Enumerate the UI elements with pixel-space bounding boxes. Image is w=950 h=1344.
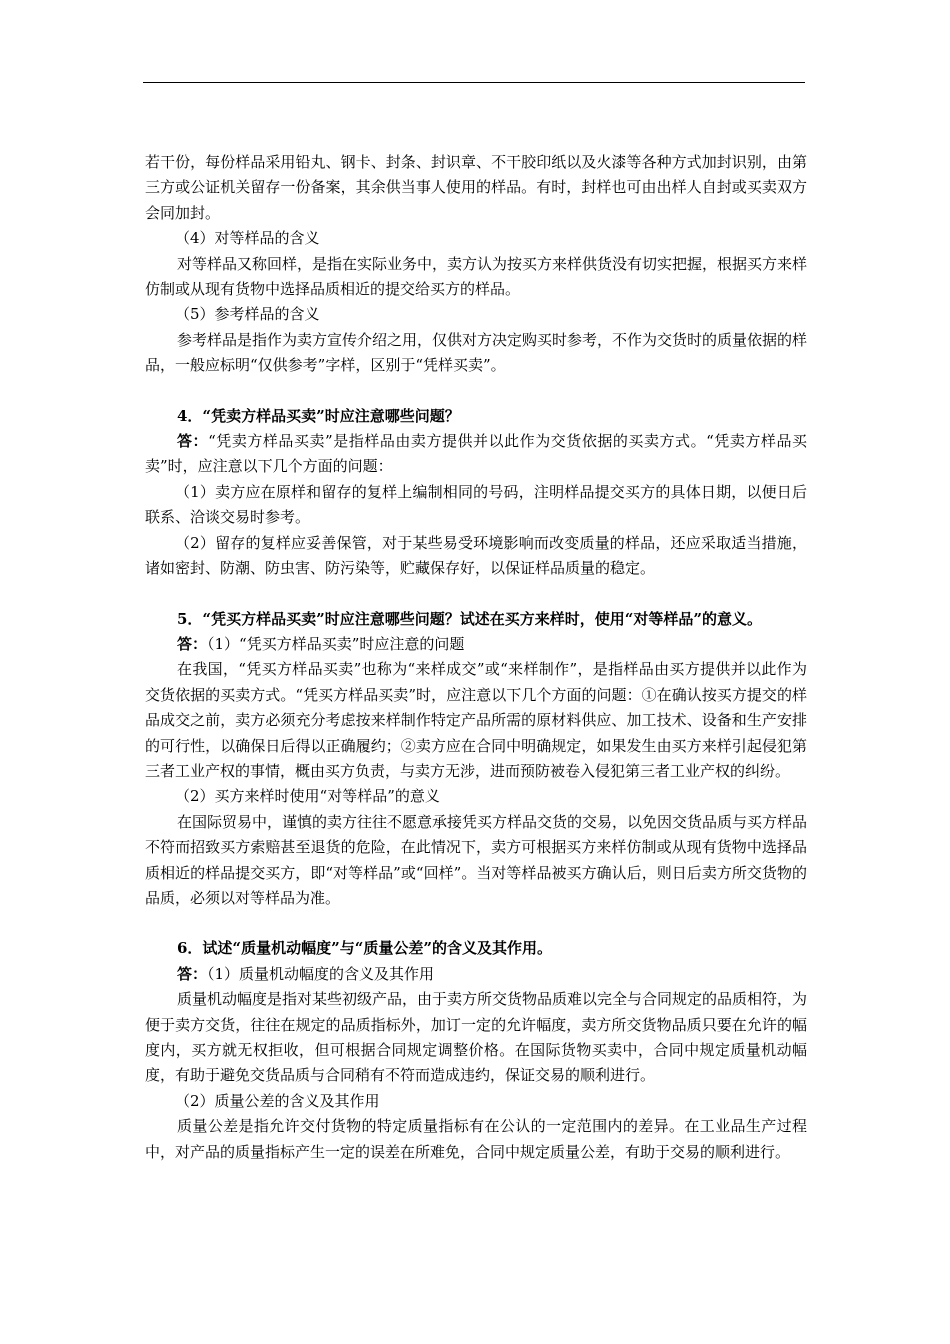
answer-paragraph: [145, 429, 807, 480]
subheading: （4）对等样品的含义: [175, 229, 320, 248]
paragraph: （2）留存的复样应妥善保管，对于某些易受环境影响而改变质量的样品，还应采取适当措施，诸如密封、防潮、防虫害、防污染等，贮藏保存好，以保证样品质量的稳定。: [145, 533, 807, 578]
paragraph: 质量机动幅度是指对某些初级产品，由于卖方所交货物品质难以完全与合同规定的品质相符，为便于卖方交货，往往在规定的品质指标外，加订一定的允许幅度，卖方所交货物品质只要在允许的幅度内，买方就无权拒收，但可根据合同规定调整价格。在国际货物买卖中，合同中规定质量机动幅度，有助于避免交货品质与合同稍有不符而造成违约，保证交易的顺利进行。: [145, 990, 808, 1085]
subheading: （2）质量公差的含义及其作用: [175, 1091, 380, 1110]
question-heading: 4．“凭卖方样品买卖”时应注意哪些问题？: [177, 406, 460, 425]
question-heading: 5．“凭买方样品买卖”时应注意哪些问题？试述在买方来样时，使用“对等样品”的意义。: [177, 609, 762, 628]
answer-text: “凭卖方样品买卖”是指样品由卖方提供并以此作为交货依据的买卖方式。“凭卖方样品买卖”时，应注意以下几个方面的问题：: [145, 432, 807, 476]
paragraph: 参考样品是指作为卖方宣传介绍之用，仅供对方决定购买时参考，不作为交货时的质量依据的样品，一般应标明“仅供参考”字样，区别于“凭样买卖”。: [145, 330, 808, 375]
paragraph: 在国际贸易中，谨慎的卖方往往不愿意承接凭买方样品交货的交易，以免因交货品质与买方样品不符而招致买方索赔甚至退货的危险，在此情况下，卖方可根据买方来样仿制或从现有货物中选择品质相近的样品提交买方，即“对等样品”或“回样”。当对等样品被买方确认后，则日后卖方所交货物的品质，必须以对等样品为准。: [145, 812, 808, 907]
answer-paragraph: [145, 962, 807, 987]
answer-label: 答：: [177, 964, 208, 983]
answer-label: 答：: [177, 634, 208, 653]
header-rule: [143, 82, 805, 83]
answer-text: （1）“凭买方样品买卖”时应注意的问题: [207, 634, 465, 653]
subheading: （5）参考样品的含义: [175, 305, 320, 324]
document-body: [145, 150, 807, 1165]
paragraph: 在我国，“凭买方样品买卖”也称为“来样成交”或“来样制作”，是指样品由买方提供并以此作为交货依据的买卖方式。“凭买方样品买卖”时，应注意以下几个方面的问题：①在确认按买方提交的样品成交之前，卖方必须充分考虑按来样制作特定产品所需的原材料供应、加工技术、设备和生产安排的可行性，以确保日后得以正确履约；②卖方应在合同中明确规定，如果发生由买方来样引起侵犯第三者工业产权的事情，概由买方负责，与卖方无涉，进而预防被卷入侵犯第三者工业产权的纠纷。: [145, 660, 807, 780]
paragraph: （1）卖方应在原样和留存的复样上编制相同的号码，注明样品提交买方的具体日期，以便日后联系、洽谈交易时参考。: [145, 482, 807, 527]
answer-paragraph: [145, 632, 807, 657]
paragraph: 若干份，每份样品采用铅丸、钢卡、封条、封识章、不干胶印纸以及火漆等各种方式加封识别，由第三方或公证机关留存一份备案，其余供当事人使用的样品。有时，封样也可由出样人自封或买卖双方会同加封。: [145, 153, 807, 222]
answer-text: （1）质量机动幅度的含义及其作用: [207, 964, 435, 983]
answer-label: 答：: [177, 432, 209, 451]
question-heading: 6．试述“质量机动幅度”与“质量公差”的含义及其作用。: [177, 939, 552, 958]
subheading: （2）买方来样时使用“对等样品”的意义: [175, 787, 440, 806]
paragraph: 对等样品又称回样，是指在实际业务中，卖方认为按买方来样供货没有切实把握，根据买方来样仿制或从现有货物中选择品质相近的提交给买方的样品。: [145, 254, 808, 299]
paragraph: 质量公差是指允许交付货物的特定质量指标有在公认的一定范围内的差异。在工业品生产过程中，对产品的质量指标产生一定的误差在所难免，合同中规定质量公差，有助于交易的顺利进行。: [145, 1117, 807, 1161]
